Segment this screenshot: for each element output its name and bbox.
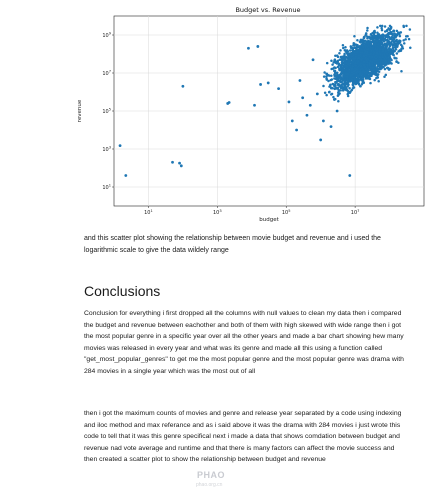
data-point: [389, 25, 392, 28]
data-point: [341, 87, 344, 90]
chart-title: Budget vs. Revenue: [235, 6, 301, 14]
data-point: [337, 93, 340, 96]
data-point: [334, 81, 337, 84]
data-point: [392, 51, 395, 54]
data-point: [381, 45, 384, 48]
scatter-chart: [70, 2, 422, 224]
data-point: [409, 28, 412, 31]
data-point: [124, 174, 127, 177]
data-point: [384, 44, 387, 47]
data-point: [338, 52, 341, 55]
data-point: [360, 59, 363, 62]
data-point: [299, 79, 302, 82]
data-point: [388, 32, 391, 35]
data-point: [370, 38, 373, 41]
data-point: [377, 63, 380, 66]
data-point: [253, 104, 256, 107]
data-point: [353, 35, 356, 38]
data-point: [357, 80, 360, 83]
data-point: [399, 50, 402, 53]
data-point: [369, 78, 372, 81]
data-point: [380, 58, 383, 61]
data-point: [388, 41, 391, 44]
data-point: [392, 37, 395, 40]
data-point: [392, 30, 395, 33]
data-point: [359, 62, 362, 65]
data-point: [391, 33, 394, 36]
data-point: [381, 62, 384, 64]
data-point: [387, 67, 390, 70]
data-point: [395, 61, 398, 64]
data-point: [342, 83, 345, 86]
data-point: [355, 44, 358, 47]
data-point: [405, 35, 408, 38]
data-point: [361, 67, 364, 70]
data-point: [383, 47, 386, 50]
data-point: [386, 34, 389, 37]
data-point: [335, 75, 338, 78]
data-point: [386, 49, 389, 52]
x-tick-label: $10^7$: [350, 208, 360, 216]
data-point: [352, 57, 355, 60]
data-point: [323, 75, 326, 78]
data-point: [291, 120, 294, 123]
data-point: [345, 86, 348, 89]
data-point: [373, 69, 376, 72]
data-point: [369, 82, 372, 85]
data-point: [369, 74, 372, 77]
y-axis-label: revenue: [77, 99, 83, 123]
data-point: [386, 40, 389, 43]
data-point: [336, 110, 339, 113]
data-point: [381, 66, 384, 69]
data-point: [366, 29, 369, 32]
data-point: [345, 82, 348, 85]
data-point: [372, 66, 375, 69]
data-point: [349, 60, 352, 63]
data-point: [401, 45, 404, 48]
data-point: [340, 81, 343, 84]
data-point: [365, 32, 368, 35]
data-point: [376, 52, 379, 55]
data-point: [367, 76, 370, 79]
watermark-url: phao.org.cn: [196, 482, 223, 488]
data-point: [348, 174, 351, 177]
data-point: [352, 42, 355, 45]
data-point: [385, 62, 388, 65]
data-point: [356, 77, 359, 80]
data-point: [180, 164, 183, 167]
data-point: [370, 43, 373, 46]
data-point: [346, 75, 349, 78]
data-point: [331, 63, 334, 66]
data-point: [375, 54, 378, 57]
data-point: [319, 139, 322, 142]
data-point: [365, 54, 368, 57]
data-point: [363, 71, 366, 74]
data-point: [342, 44, 345, 47]
data-point: [373, 79, 376, 82]
data-point: [336, 54, 339, 57]
data-point: [334, 67, 337, 70]
data-point: [316, 92, 319, 95]
data-point: [247, 47, 250, 50]
data-point: [359, 76, 362, 79]
y-tick-label: $10^7$: [102, 69, 111, 77]
data-point: [389, 38, 392, 41]
data-point: [383, 37, 386, 40]
data-point: [377, 76, 380, 79]
data-point: [394, 33, 397, 36]
chart-svg: [70, 2, 422, 224]
data-point: [352, 65, 355, 68]
data-point: [339, 73, 342, 76]
data-point: [366, 27, 369, 30]
data-point: [354, 57, 357, 60]
data-point: [288, 101, 291, 104]
data-point: [301, 96, 304, 99]
data-point: [370, 34, 373, 37]
data-point: [397, 32, 400, 34]
data-point: [334, 98, 337, 101]
data-point: [341, 61, 344, 64]
x-tick-label: $10^1$: [144, 208, 153, 216]
data-point: [353, 70, 356, 73]
data-point: [356, 39, 359, 42]
data-point: [377, 43, 380, 46]
data-point: [357, 82, 360, 85]
data-point: [402, 39, 405, 42]
data-point: [351, 67, 354, 70]
data-point: [380, 27, 383, 30]
y-tick-label: $10^5$: [102, 107, 111, 115]
data-point: [408, 38, 411, 41]
data-point: [228, 101, 231, 104]
data-point: [403, 26, 406, 29]
data-point: [349, 49, 352, 52]
data-point: [394, 40, 397, 43]
data-point: [364, 66, 367, 69]
data-point: [346, 93, 349, 96]
data-point: [349, 74, 352, 77]
data-point: [330, 79, 333, 82]
data-point: [383, 75, 386, 78]
data-point: [340, 56, 343, 59]
data-point: [295, 129, 298, 132]
data-point: [367, 68, 370, 71]
data-point: [384, 64, 387, 67]
data-point: [361, 45, 364, 48]
data-point: [352, 60, 355, 63]
data-point: [267, 82, 270, 85]
data-point: [351, 79, 354, 82]
data-point: [373, 30, 376, 33]
data-point: [256, 45, 259, 48]
data-point: [396, 52, 399, 55]
data-point: [363, 64, 366, 66]
data-point: [349, 90, 352, 93]
data-point: [354, 62, 357, 65]
data-point: [352, 76, 355, 79]
data-point: [389, 53, 392, 56]
data-point: [392, 49, 395, 52]
data-point: [347, 63, 350, 65]
data-point: [353, 52, 356, 55]
data-point: [342, 77, 345, 80]
data-point: [337, 90, 340, 93]
data-point: [357, 60, 360, 63]
y-tick-label: $10^3$: [102, 145, 111, 153]
data-point: [337, 83, 340, 86]
watermark-logo: PHAO: [197, 470, 226, 480]
data-point: [346, 78, 349, 81]
data-point: [378, 68, 381, 71]
data-point: [342, 47, 345, 50]
y-tick-label: $10^9$: [102, 31, 111, 39]
data-point: [171, 161, 174, 164]
data-point: [347, 50, 350, 53]
data-point: [341, 70, 344, 73]
data-point: [362, 81, 365, 84]
data-point: [358, 57, 361, 60]
data-point: [383, 53, 386, 56]
data-point: [363, 36, 366, 39]
data-point: [343, 68, 346, 71]
data-point: [312, 58, 315, 61]
data-point: [338, 63, 341, 66]
data-point: [388, 60, 391, 63]
data-point: [352, 54, 355, 57]
data-point: [386, 52, 389, 55]
data-point: [359, 72, 362, 75]
data-point: [396, 30, 399, 33]
data-point: [347, 68, 350, 71]
data-point: [259, 83, 262, 86]
data-point: [374, 43, 377, 46]
data-point: [330, 74, 333, 77]
data-point: [334, 87, 337, 90]
data-point: [326, 62, 329, 65]
data-point: [352, 49, 355, 52]
data-point: [346, 57, 349, 60]
data-point: [366, 51, 369, 54]
x-axis-label: budget: [259, 217, 279, 223]
data-point: [363, 49, 366, 52]
chart-caption: and this scatter plot showing the relationship between movie budget and revenue and i used the logarithmic scale to give the data wildely range: [84, 235, 381, 254]
data-point: [384, 25, 387, 28]
x-tick-label: $10^3$: [212, 208, 222, 216]
data-point: [376, 26, 379, 29]
data-point: [348, 87, 351, 90]
data-point: [376, 35, 379, 38]
data-point: [371, 61, 374, 64]
data-point: [335, 78, 338, 81]
data-point: [395, 57, 398, 60]
data-point: [330, 59, 333, 62]
data-point: [400, 70, 403, 73]
data-point: [324, 92, 327, 95]
data-point: [403, 42, 406, 45]
data-point: [178, 162, 181, 165]
data-point: [337, 100, 340, 103]
data-point: [328, 91, 331, 94]
data-point: [367, 48, 370, 51]
data-point: [351, 71, 354, 74]
data-point: [373, 35, 376, 38]
data-point: [353, 47, 356, 50]
data-point: [373, 73, 376, 76]
x-tick-label: $10^5$: [281, 208, 291, 216]
data-point: [391, 43, 394, 46]
data-point: [390, 27, 393, 30]
conclusion-paragraph-1: Conclusion for everything i first dropped all the columns with null values to clean my data then i compared the budget and revenue between eachother and both of them with high skewed with wide range then i got the most popular genre in a specific year over all the other years and made a bar chart showing hew many movies was released in every year and what was its genre and made all this using a function called "get_most_popular_genres" to get me the most popular genre and the most popular genre was drama with 284 movies in a single year which was the most out of all: [84, 310, 404, 375]
data-point: [372, 53, 375, 56]
data-point: [344, 49, 347, 52]
data-point: [360, 65, 363, 68]
section-heading: Conclusions: [84, 283, 161, 299]
conclusion-paragraph-2: then i got the maximum counts of movies and genre and release year separated by a code using indexing and iloc method and max referance and as i said above it was the drama with 284 movies i just wrote this code to tell that it was this genre specifical next i made a data that shows comdation between budget and revenue nad vote average and runtime and that there is many factors can affect the movie success and then created a scatter plot to show the relationship between budget and revenue: [84, 410, 402, 464]
data-point: [399, 40, 402, 43]
data-point: [374, 62, 377, 65]
data-point: [366, 41, 369, 44]
data-point: [322, 85, 325, 88]
data-point: [322, 120, 325, 123]
data-point: [389, 45, 392, 48]
data-point: [306, 114, 309, 117]
data-point: [409, 47, 412, 50]
data-point: [361, 51, 364, 54]
data-point: [335, 72, 338, 75]
data-point: [342, 72, 345, 75]
data-point: [405, 25, 408, 28]
data-point: [381, 34, 384, 37]
data-point: [323, 71, 326, 74]
data-point: [386, 30, 389, 33]
data-point: [181, 85, 184, 88]
data-point: [378, 35, 381, 38]
data-point: [375, 57, 378, 60]
data-point: [362, 40, 365, 43]
data-point: [343, 53, 346, 56]
data-point: [369, 64, 372, 67]
data-point: [325, 75, 328, 78]
data-point: [353, 86, 356, 89]
data-point: [388, 49, 391, 52]
data-point: [379, 40, 382, 43]
data-point: [325, 94, 328, 97]
data-point: [376, 40, 379, 43]
y-tick-label: $10^1$: [102, 183, 111, 191]
data-point: [395, 42, 398, 45]
data-point: [332, 96, 335, 99]
data-point: [357, 75, 360, 78]
data-point: [337, 87, 340, 90]
data-point: [344, 58, 347, 61]
data-point: [369, 53, 372, 56]
data-point: [365, 59, 368, 62]
data-point: [339, 66, 342, 69]
data-point: [330, 87, 333, 90]
data-point: [339, 49, 342, 52]
data-point: [277, 87, 280, 90]
data-point: [332, 67, 335, 70]
data-point: [370, 69, 373, 72]
data-point: [379, 25, 382, 28]
data-point: [344, 46, 347, 49]
data-point: [365, 72, 368, 75]
data-point: [377, 80, 380, 83]
data-point: [309, 104, 312, 107]
data-point: [119, 144, 122, 147]
data-point: [326, 78, 329, 81]
data-point: [362, 76, 365, 79]
data-point: [333, 85, 336, 88]
data-point: [384, 68, 387, 71]
data-point: [330, 125, 333, 128]
data-point: [352, 83, 355, 86]
data-point: [350, 46, 353, 49]
data-point: [333, 70, 336, 73]
data-point: [334, 60, 337, 63]
data-point: [331, 93, 334, 96]
data-point: [345, 64, 348, 67]
